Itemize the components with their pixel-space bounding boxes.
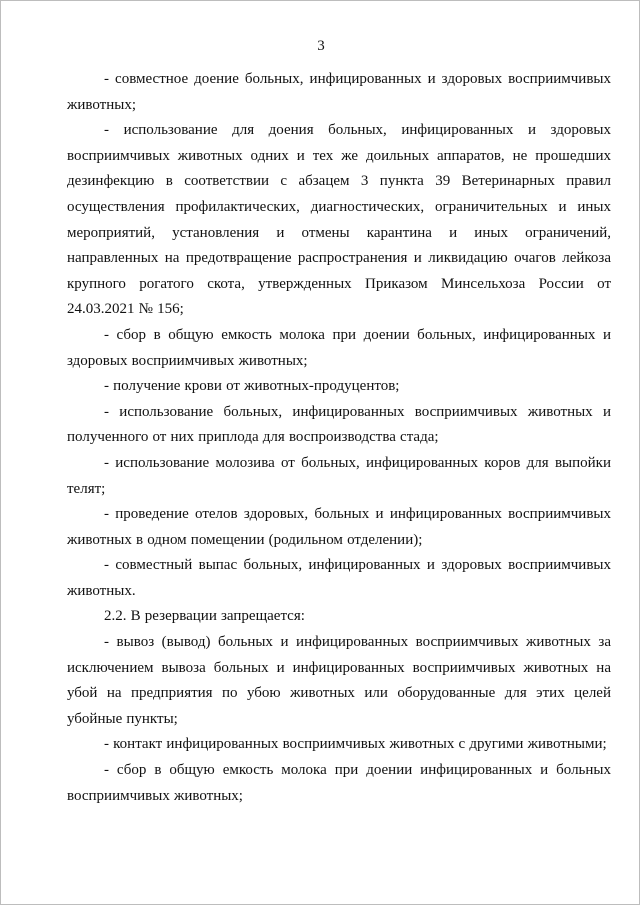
section-heading-reservation: 2.2. В резервации запрещается: xyxy=(104,608,305,625)
paragraph-milking-machines: - использование для доения больных, инфицированных и здоровых восприимчивых животных одних и тех же доильных аппаратов, не прошедших дезинфекцию в соответствии с абзацем 3 пункта 39 Ветеринарных правил осуществления профилактических, диагностических, ограничительных и иных мероприятий, установления и отмены карантина и иных ограничений, направленных на предотвращение распространения и ликвидацию очагов лейкоза крупного рогатого скота, утвержденных Приказом Минсельхоза России от 24.03.2021 № 156; xyxy=(67,122,611,318)
paragraph-colostrum: - использование молозива от больных, инфицированных коров для выпойки телят; xyxy=(67,454,611,497)
paragraph-joint-grazing: - совместный выпас больных, инфицированных и здоровых восприимчивых животных. xyxy=(67,557,611,599)
paragraph-animal-removal: - вывоз (вывод) больных и инфицированных восприимчивых животных за исключением вывоза больных и инфицированных восприимчивых животных на убой на предприятия по убою животных или оборудованные для этих целей убойные пункты; xyxy=(67,634,611,727)
paragraph-milk-collection-reservation: - сбор в общую емкость молока при доении инфицированных и больных восприимчивых животных; xyxy=(67,762,611,804)
document-body xyxy=(67,67,611,809)
paragraph-herd-reproduction: - использование больных, инфицированных восприимчивых животных и полученного от них приплода для воспроизводства стада; xyxy=(67,403,611,446)
page-number: 3 xyxy=(317,38,325,54)
paragraph-joint-milking: - совместное доение больных, инфицированных и здоровых восприимчивых животных; xyxy=(67,71,611,113)
paragraph-animal-contact: - контакт инфицированных восприимчивых животных с другими животными; xyxy=(104,736,607,753)
paragraph-blood-collection: - получение крови от животных-продуцентов; xyxy=(104,378,400,395)
paragraph-calving: - проведение отелов здоровых, больных и инфицированных восприимчивых животных в одном помещении (родильном отделении); xyxy=(67,506,611,548)
paragraph-milk-collection: - сбор в общую емкость молока при доении больных, инфицированных и здоровых восприимчивых животных; xyxy=(67,326,611,369)
